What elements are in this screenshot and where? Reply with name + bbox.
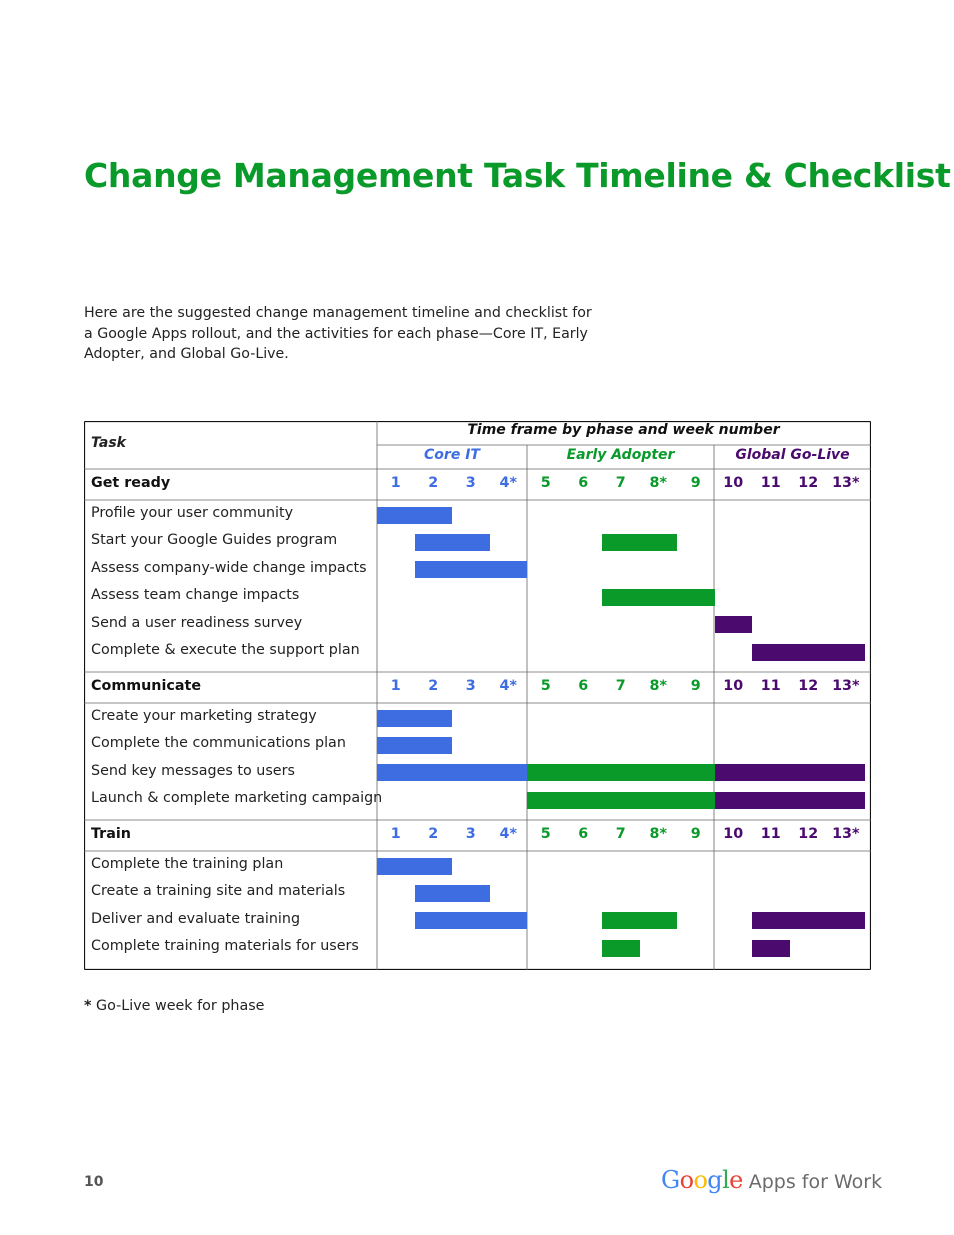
task-label: Complete & execute the support plan (91, 642, 360, 658)
week-number: 3 (465, 475, 476, 491)
week-number: 4* (499, 678, 517, 694)
week-number: 10 (723, 678, 744, 694)
gantt-bar (752, 912, 865, 929)
task-label: Complete the training plan (91, 856, 284, 872)
week-number: 8* (649, 678, 667, 694)
week-number: 12 (798, 826, 819, 842)
task-label: Assess team change impacts (91, 587, 300, 604)
week-number: 8* (649, 826, 667, 842)
gantt-bar (602, 589, 715, 606)
week-number: 3 (465, 678, 476, 694)
logo-letter: l (722, 1166, 730, 1194)
footnote (84, 998, 264, 1014)
task-label: Complete the communications plan (91, 735, 346, 752)
week-number: 9 (690, 678, 701, 694)
logo-letter: o (693, 1166, 708, 1194)
week-number: 2 (428, 826, 439, 842)
week-number: 7 (615, 826, 626, 842)
week-number: 6 (578, 678, 589, 694)
gantt-bar (377, 737, 452, 754)
week-number: 5 (540, 475, 551, 491)
task-column-header: Task (91, 435, 126, 451)
task-label: Create your marketing strategy (91, 708, 317, 724)
week-number: 8* (649, 475, 667, 491)
logo-letter: e (729, 1166, 743, 1194)
week-number: 13* (832, 826, 860, 842)
week-number: 9 (690, 826, 701, 842)
gantt-bar (602, 912, 677, 929)
gantt-bar (377, 858, 452, 875)
gantt-bar (752, 644, 865, 661)
week-number: 4* (499, 475, 517, 491)
week-number: 2 (428, 475, 439, 491)
task-label: Send a user readiness survey (91, 614, 303, 631)
week-number: 9 (690, 475, 701, 491)
week-number: 2 (428, 678, 439, 694)
week-number: 11 (760, 678, 781, 694)
week-number: 7 (615, 678, 626, 694)
week-number: 6 (578, 826, 589, 842)
week-number: 1 (390, 826, 401, 842)
week-number: 1 (390, 678, 401, 694)
timeline-table (84, 421, 871, 970)
gantt-bar (415, 561, 528, 578)
week-number: 3 (465, 826, 476, 842)
logo-letter: o (679, 1166, 694, 1194)
gantt-bar (602, 534, 677, 551)
gantt-bar (715, 764, 865, 781)
task-label: Launch & complete marketing campaign (91, 790, 383, 807)
logo-product-name: Apps for Work (748, 1171, 883, 1193)
task-label: Assess company-wide change impacts (91, 559, 367, 576)
section-heading: Communicate (91, 678, 202, 694)
phase-label-early-adopter: Early Adopter (566, 447, 675, 463)
week-number: 12 (798, 678, 819, 694)
gantt-bar (527, 792, 715, 809)
week-number: 12 (798, 475, 819, 491)
gantt-bar (377, 764, 527, 781)
week-number: 1 (390, 475, 401, 491)
task-label: Create a training site and materials (91, 883, 346, 900)
week-number: 4* (499, 826, 517, 842)
week-number: 11 (760, 826, 781, 842)
task-label: Send key messages to users (91, 762, 295, 779)
week-number: 11 (760, 475, 781, 491)
google-wordmark (661, 1166, 743, 1194)
footnote-star: * (84, 998, 92, 1014)
logo-letter: g (707, 1166, 723, 1194)
task-label: Profile your user community (91, 505, 294, 521)
phase-label-global-go-live: Global Go-Live (735, 447, 850, 463)
phase-label-core-it: Core IT (424, 447, 480, 463)
page-number: 10 (84, 1174, 104, 1190)
logo-letter: G (661, 1166, 680, 1194)
gantt-bar (377, 507, 452, 524)
gantt-bar (715, 792, 865, 809)
gantt-bar (415, 885, 490, 902)
footnote-text: Go-Live week for phase (91, 998, 265, 1014)
gantt-bar (752, 940, 790, 957)
timeframe-header: Time frame by phase and week number (467, 422, 780, 438)
week-number: 7 (615, 475, 626, 491)
gantt-bar (602, 940, 640, 957)
week-number: 10 (723, 826, 744, 842)
section-heading: Train (91, 826, 131, 842)
google-apps-logo (661, 1166, 882, 1194)
gantt-bar (415, 912, 528, 929)
week-number: 5 (540, 678, 551, 694)
week-number: 10 (723, 475, 744, 491)
gantt-bar (527, 764, 715, 781)
task-label: Deliver and evaluate training (91, 910, 301, 927)
week-number: 6 (578, 475, 589, 491)
week-number: 13* (832, 475, 860, 491)
section-heading: Get ready (91, 475, 171, 491)
week-number: 5 (540, 826, 551, 842)
gantt-bar (415, 534, 490, 551)
page-title: Change Management Task Timeline & Checklist (84, 156, 951, 195)
gantt-bar (715, 616, 753, 633)
intro-paragraph: Here are the suggested change management timeline and checklist for a Google Apps rollout, and the activities for each phase—Core IT, Early Adopter, and Global Go-Live. (84, 305, 592, 362)
gantt-bar (377, 710, 452, 727)
task-label: Complete training materials for users (91, 938, 359, 955)
week-number: 13* (832, 678, 860, 694)
task-label: Start your Google Guides program (91, 532, 338, 549)
